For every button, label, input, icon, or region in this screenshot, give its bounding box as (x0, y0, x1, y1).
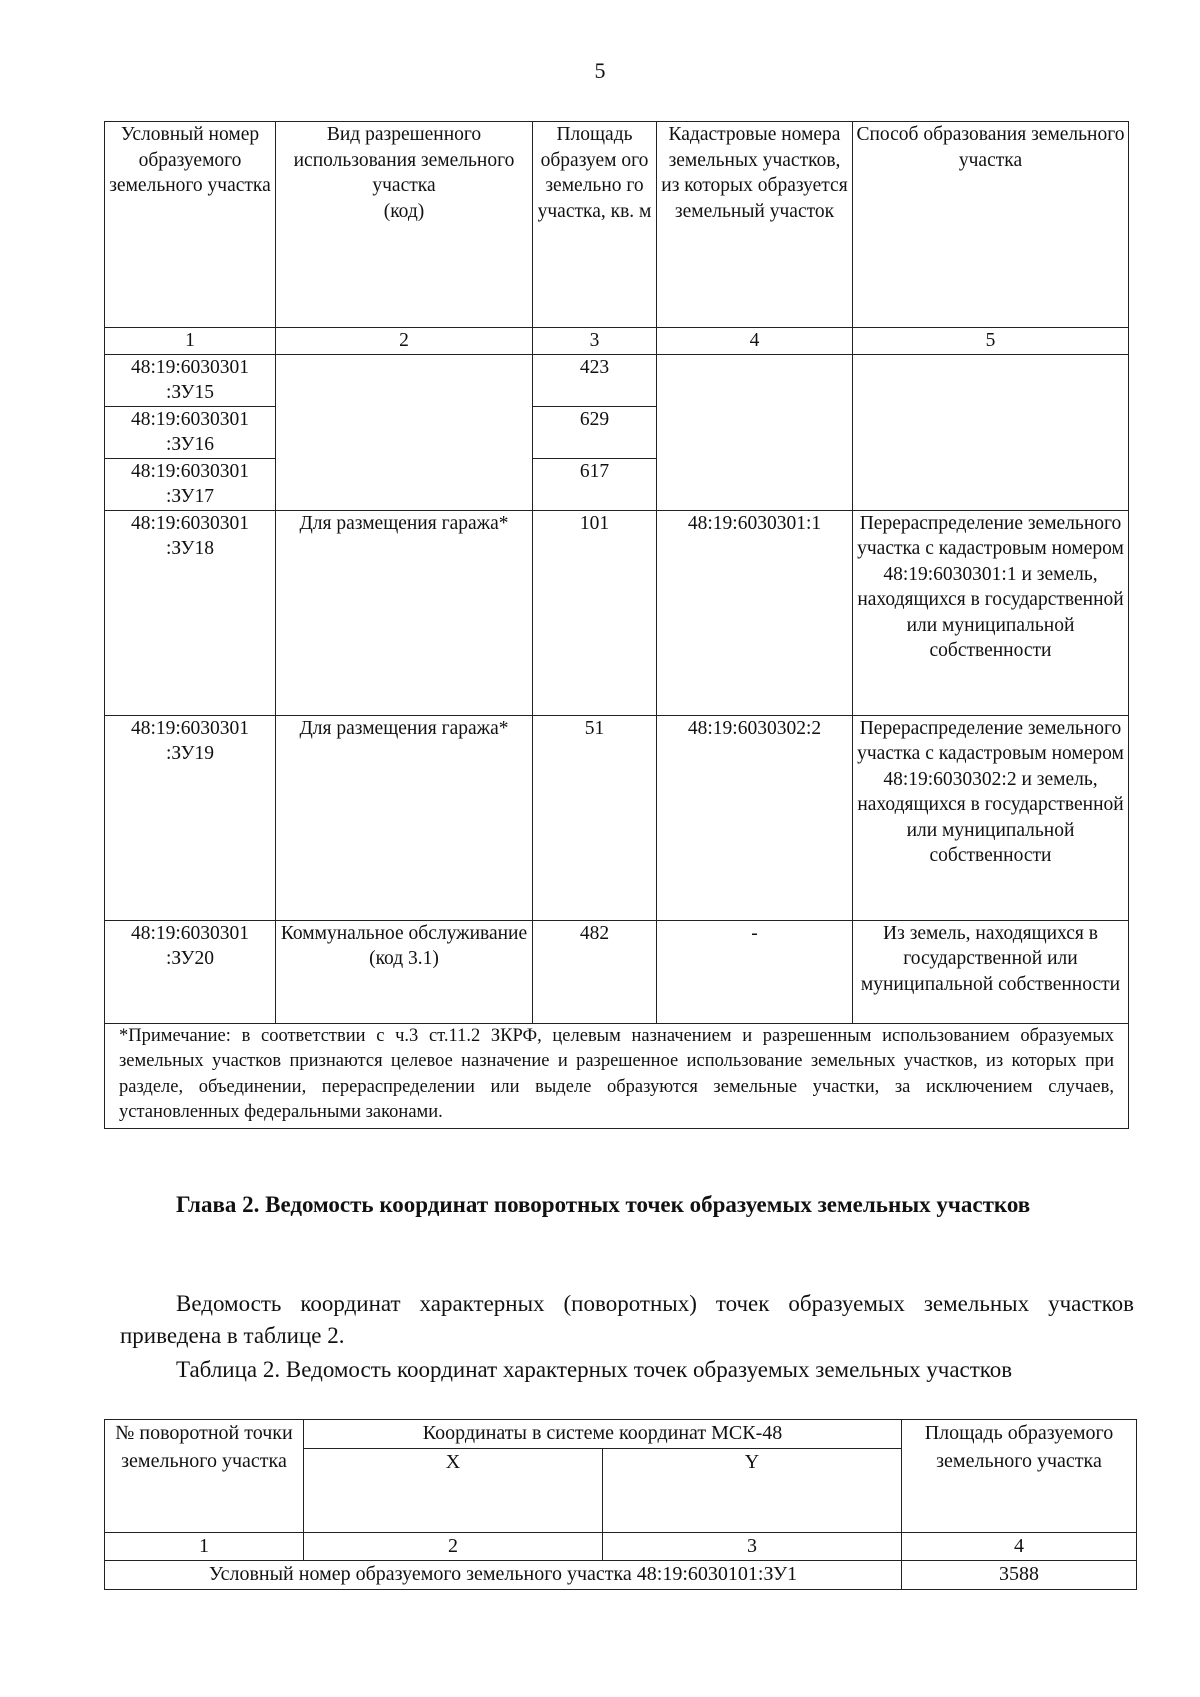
coordinates-table (104, 1419, 1137, 1590)
column-number: 4 (657, 328, 853, 355)
column-number: 3 (533, 328, 657, 355)
header-x: X (304, 1448, 603, 1532)
table-header-row (105, 1420, 1137, 1449)
header-permitted-use (276, 122, 533, 328)
column-number: 2 (276, 328, 533, 355)
table-row (105, 354, 1129, 406)
permitted-use (276, 920, 533, 1023)
header-plot-number: Условный номер образуемого земельного участка (105, 122, 276, 328)
header-permitted-use-code: (код) (383, 200, 425, 222)
table-header-row (105, 122, 1129, 328)
header-coordinates: Координаты в системе координат МСК-48 (304, 1420, 902, 1449)
cadastral-number: 48:19:6030302:2 (657, 715, 853, 920)
column-number-row (105, 328, 1129, 355)
formation-method: Перераспределение земельного участка с кадастровым номером 48:19:6030301:1 и земель, находящихся в государственной или муниципальной собственности (853, 510, 1129, 715)
formation-method: Перераспределение земельного участка с кадастровым номером 48:19:6030302:2 и земель, находящихся в государственной или муниципальной собственности (853, 715, 1129, 920)
table-row (105, 1561, 1137, 1590)
table-note: *Примечание: в соответствии с ч.3 ст.11.2 ЗКРФ, целевым назначением и разрешенным использованием образуемых земельных участков признаются целевое назначение и разрешенное использование земельных участков, из которых при разделе, объединении, перераспределении или выделе образуются земельные участки, за исключением случаев, установленных федеральными законами. (105, 1023, 1129, 1128)
column-number: 1 (105, 1532, 304, 1561)
body-paragraph: Ведомость координат характерных (поворотных) точек образуемых земельных участков приведена в таблице 2. (120, 1291, 1134, 1348)
permitted-use-code: (код 3.1) (369, 948, 439, 969)
cadastral-number: - (657, 920, 853, 1023)
note-row (105, 1023, 1129, 1128)
plot-number: 48:19:6030301 :ЗУ20 (105, 920, 276, 1023)
column-number-row (105, 1532, 1137, 1561)
header-area: Площадь образуем ого земельно го участка, кв. м (533, 122, 657, 328)
formation-method (853, 354, 1129, 510)
plot-area: 617 (533, 458, 657, 510)
plot-number: 48:19:6030301 :ЗУ17 (105, 458, 276, 510)
permitted-use: Для размещения гаража* (276, 510, 533, 715)
header-plot-area: Площадь образуемого земельного участка (902, 1420, 1137, 1533)
table-row (105, 715, 1129, 920)
column-number: 2 (304, 1532, 603, 1561)
header-cadastral-numbers: Кадастровые номера земельных участков, из которых образуется земельный участок (657, 122, 853, 328)
plot-area: 101 (533, 510, 657, 715)
permitted-use (276, 354, 533, 510)
header-point-number: № поворотной точки земельного участка (105, 1420, 304, 1533)
table-caption: Таблица 2. Ведомость координат характерных точек образуемых земельных участков (176, 1357, 1013, 1382)
plot-number: 48:19:6030301 :ЗУ16 (105, 406, 276, 458)
plot-area: 51 (533, 715, 657, 920)
chapter-heading: Глава 2. Ведомость координат поворотных точек образуемых земельных участков (176, 1192, 1031, 1217)
page-number: 5 (594, 58, 606, 83)
land-plots-table (104, 121, 1129, 1129)
cadastral-number (657, 354, 853, 510)
column-number: 5 (853, 328, 1129, 355)
table-row (105, 920, 1129, 1023)
column-number: 4 (902, 1532, 1137, 1561)
column-number: 3 (603, 1532, 902, 1561)
header-formation-method: Способ образования земельного участка (853, 122, 1129, 328)
cadastral-number: 48:19:6030301:1 (657, 510, 853, 715)
header-permitted-use-text: Вид разрешенного использования земельного участка (293, 124, 515, 196)
plot-number: 48:19:6030301 :ЗУ15 (105, 354, 276, 406)
plot-row-area: 3588 (902, 1561, 1137, 1590)
plot-area: 629 (533, 406, 657, 458)
permitted-use: Для размещения гаража* (276, 715, 533, 920)
plot-area: 482 (533, 920, 657, 1023)
plot-number: 48:19:6030301 :ЗУ19 (105, 715, 276, 920)
plot-number: 48:19:6030301 :ЗУ18 (105, 510, 276, 715)
plot-row-label: Условный номер образуемого земельного участка 48:19:6030101:ЗУ1 (105, 1561, 902, 1590)
column-number: 1 (105, 328, 276, 355)
plot-area: 423 (533, 354, 657, 406)
table-row (105, 510, 1129, 715)
header-y: Y (603, 1448, 902, 1532)
permitted-use-text: Коммунальное обслуживание (280, 922, 528, 944)
formation-method: Из земель, находящихся в государственной или муниципальной собственности (853, 920, 1129, 1023)
